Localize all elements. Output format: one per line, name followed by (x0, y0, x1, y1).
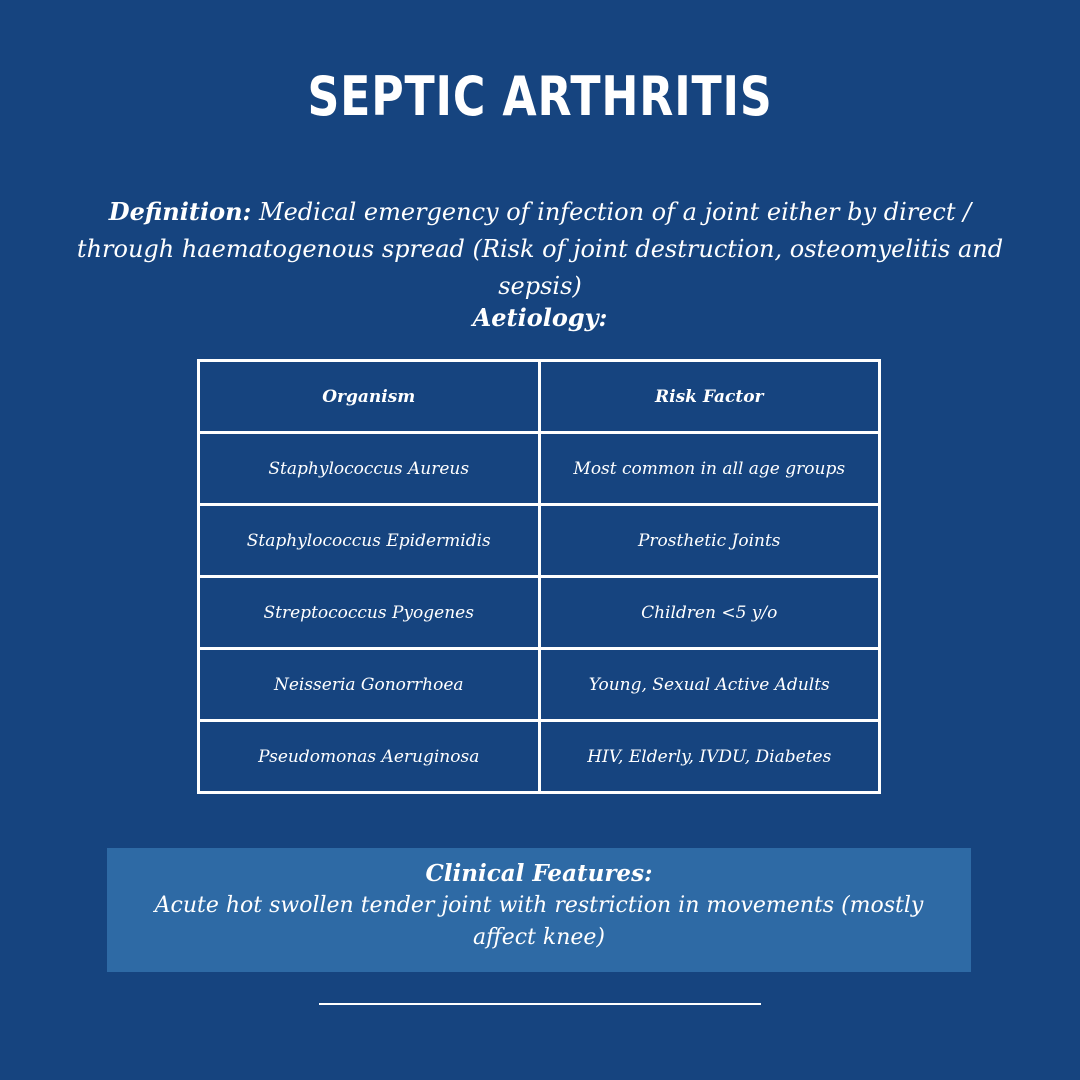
organism-cell: Staphylococcus Aureus (199, 433, 540, 505)
risk-factor-cell: Most common in all age groups (539, 433, 880, 505)
risk-factor-cell: HIV, Elderly, IVDU, Diabetes (539, 721, 880, 793)
table-row (199, 433, 880, 505)
table-row (199, 721, 880, 793)
risk-factor-cell: Children <5 y/o (539, 577, 880, 649)
aetiology-heading: Aetiology: (472, 303, 608, 332)
risk-factor-cell: Young, Sexual Active Adults (539, 649, 880, 721)
clinical-features-box (107, 848, 971, 972)
definition-text: Medical emergency of infection of a joint either by direct / through haematogenous spread (Risk of joint destruction, osteomyelitis and sepsis) (76, 198, 1004, 300)
bottom-divider (319, 1003, 761, 1005)
page-title: SEPTIC ARTHRITIS (307, 65, 773, 128)
table-row (199, 577, 880, 649)
organism-cell: Staphylococcus Epidermidis (199, 505, 540, 577)
table-header-row (199, 361, 880, 433)
aetiology-table (197, 359, 881, 794)
column-header-organism: Organism (199, 361, 540, 433)
column-header-risk-factor: Risk Factor (539, 361, 880, 433)
definition-paragraph (60, 193, 1020, 305)
table-row (199, 649, 880, 721)
risk-factor-cell: Prosthetic Joints (539, 505, 880, 577)
definition-label: Definition: (108, 197, 252, 226)
organism-cell: Neisseria Gonorrhoea (199, 649, 540, 721)
organism-cell: Streptococcus Pyogenes (199, 577, 540, 649)
table-row (199, 505, 880, 577)
organism-cell: Pseudomonas Aeruginosa (199, 721, 540, 793)
clinical-features-heading: Clinical Features: (425, 860, 653, 887)
clinical-features-text: Acute hot swollen tender joint with restriction in movements (mostly affect knee) (154, 893, 924, 950)
